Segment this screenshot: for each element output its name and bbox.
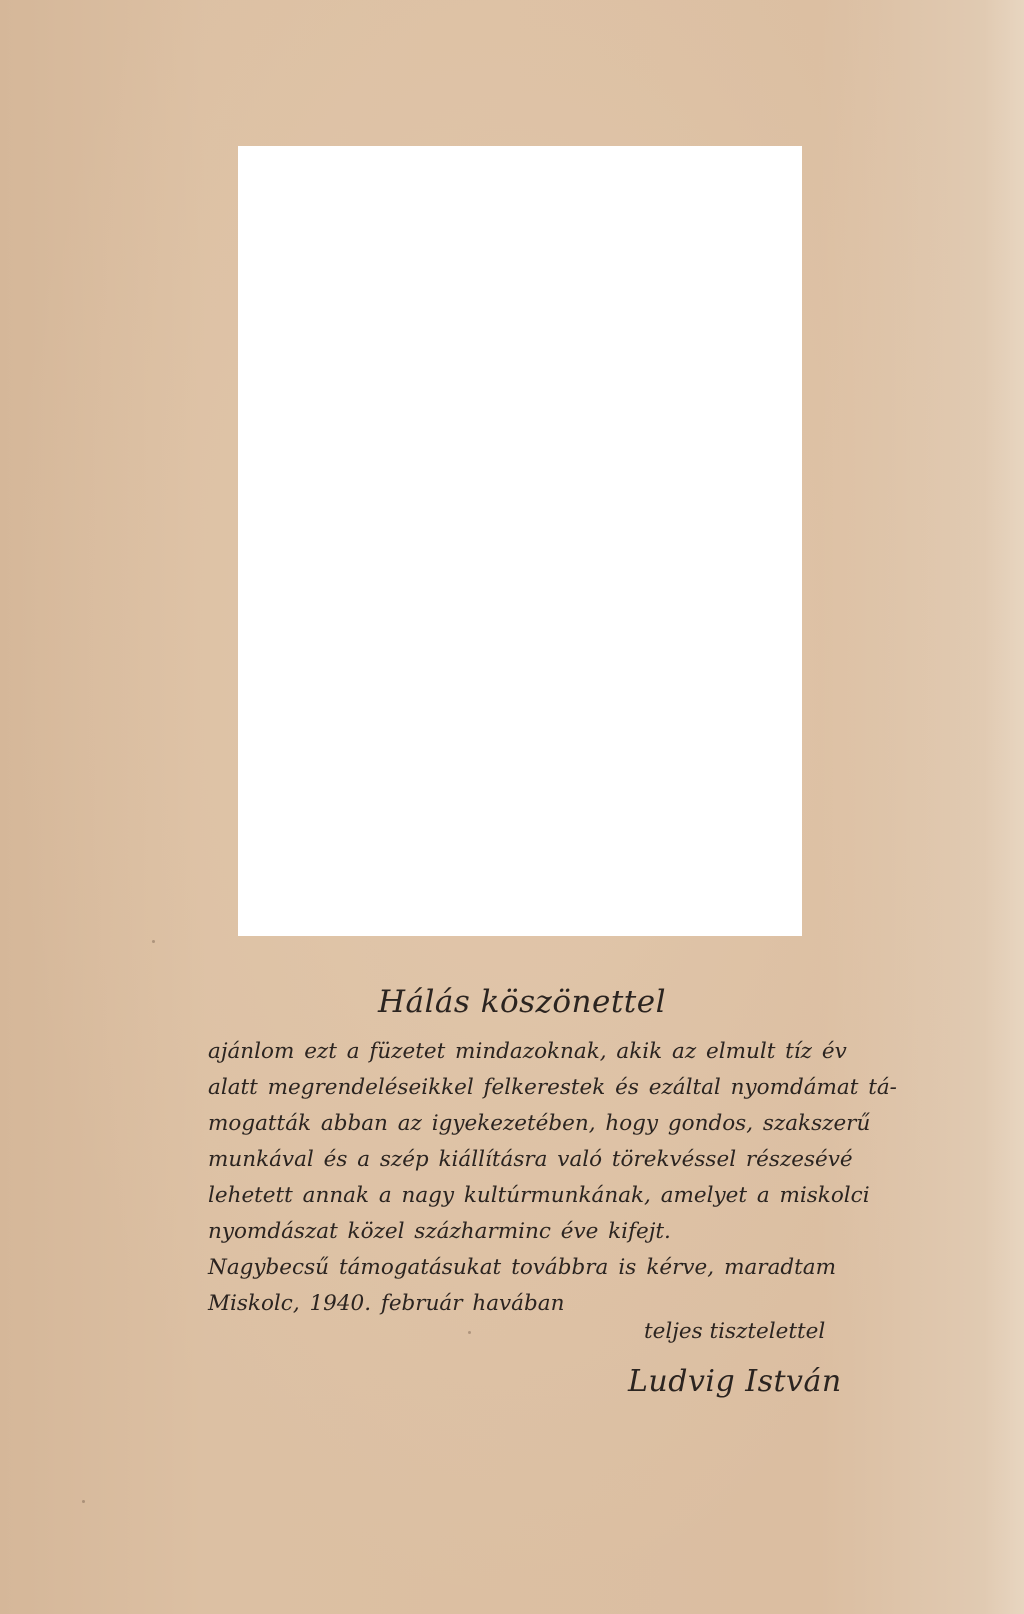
paper-speck — [468, 1331, 471, 1334]
body-line: alatt megrendeléseikkel felkerestek és ezáltal nyomdámat tá- — [208, 1075, 897, 1100]
closing-block — [590, 1316, 890, 1402]
paper-speck — [82, 1500, 85, 1503]
dedication-body — [208, 1034, 897, 1322]
body-line: ajánlom ezt a füzetet mindazoknak, akik az elmult tíz év — [208, 1039, 847, 1064]
signature: Ludvig István — [628, 1364, 842, 1399]
page-edge-shading — [984, 0, 1024, 1614]
dedication-heading: Hálás köszönettel — [377, 984, 666, 1020]
body-line: mogatták abban az igyekezetében, hogy gondos, szakszerű — [208, 1111, 871, 1136]
paper-speck — [152, 940, 155, 943]
dedication-text-block — [208, 982, 897, 1322]
salutation: teljes tisztelettel — [644, 1319, 826, 1344]
body-line: nyomdászat közel százharminc éve kifejt. — [208, 1219, 671, 1244]
body-line: Nagybecsű támogatásukat továbbra is kérve, maradtam — [208, 1255, 836, 1280]
body-line: Miskolc, 1940. február havában — [208, 1291, 565, 1316]
body-line: munkával és a szép kiállításra való törekvéssel részesévé — [208, 1147, 853, 1172]
photo-placeholder — [238, 146, 802, 936]
body-line: lehetett annak a nagy kultúrmunkának, amelyet a miskolci — [208, 1183, 870, 1208]
